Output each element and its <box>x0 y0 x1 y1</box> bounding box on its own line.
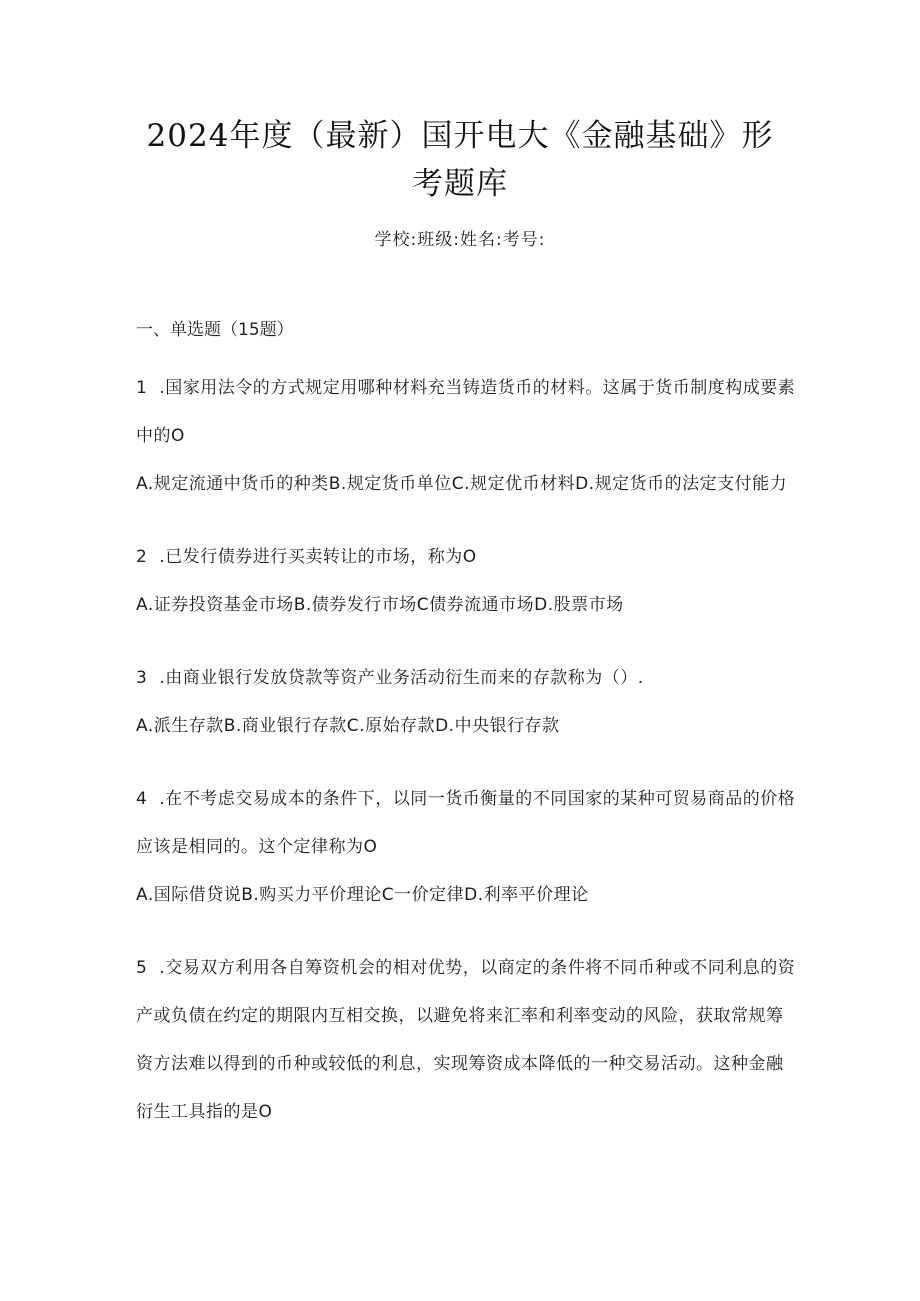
question-5 <box>136 944 796 1136</box>
section-heading: 一、单选题（15题） <box>136 320 294 340</box>
question-stem <box>136 944 796 1136</box>
question-stem <box>136 364 796 460</box>
question-stem <box>136 533 796 581</box>
question-number: 2 <box>136 547 148 567</box>
question-text: .交易双方利用各自筹资机会的相对优势，以商定的条件将不同币种或不同利息的资产或负债在约定的期限内互相交换，以避免将来汇率和利率变动的风险，获取常规筹资方法难以得到的币种或较低的利息，实现筹资成本降低的一种交易活动。这种金融衍生工具指的是O <box>136 958 796 1122</box>
question-number: 3 <box>136 668 148 688</box>
question-number: 5 <box>136 958 148 978</box>
question-stem <box>136 654 796 702</box>
question-list <box>136 318 796 1161</box>
question-text: .已发行债券进行买卖转让的市场，称为O <box>159 547 477 567</box>
student-info-line: 学校:班级:姓名:考号: <box>374 230 546 250</box>
question-text: .由商业银行发放贷款等资产业务活动衍生而来的存款称为（）. <box>159 668 644 688</box>
question-text: .国家用法令的方式规定用哪种材料充当铸造货币的材料。这属于货币制度构成要素中的O <box>136 378 796 446</box>
question-options: A.规定流通中货币的种类B.规定货币单位C.规定优币材料D.规定货币的法定支付能力 <box>136 474 788 494</box>
document-title <box>120 112 800 208</box>
question-1 <box>136 364 796 508</box>
title-line-1: 2024年度（最新）国开电大《金融基础》形 <box>146 118 774 154</box>
question-options: A.派生存款B.商业银行存款C.原始存款D.中央银行存款 <box>136 716 560 736</box>
question-options: A.国际借贷说B.购买力平价理论C一价定律D.利率平价理论 <box>136 885 589 905</box>
question-number: 1 <box>136 378 148 398</box>
question-3 <box>136 654 796 750</box>
title-line-2: 考题库 <box>412 166 508 202</box>
question-number: 4 <box>136 789 148 809</box>
question-4 <box>136 775 796 919</box>
question-stem <box>136 775 796 871</box>
question-2 <box>136 533 796 629</box>
question-options: A.证券投资基金市场B.债券发行市场C债券流通市场D.股票市场 <box>136 595 624 615</box>
question-text: .在不考虑交易成本的条件下，以同一货币衡量的不同国家的某种可贸易商品的价格应该是相同的。这个定律称为O <box>136 789 796 857</box>
